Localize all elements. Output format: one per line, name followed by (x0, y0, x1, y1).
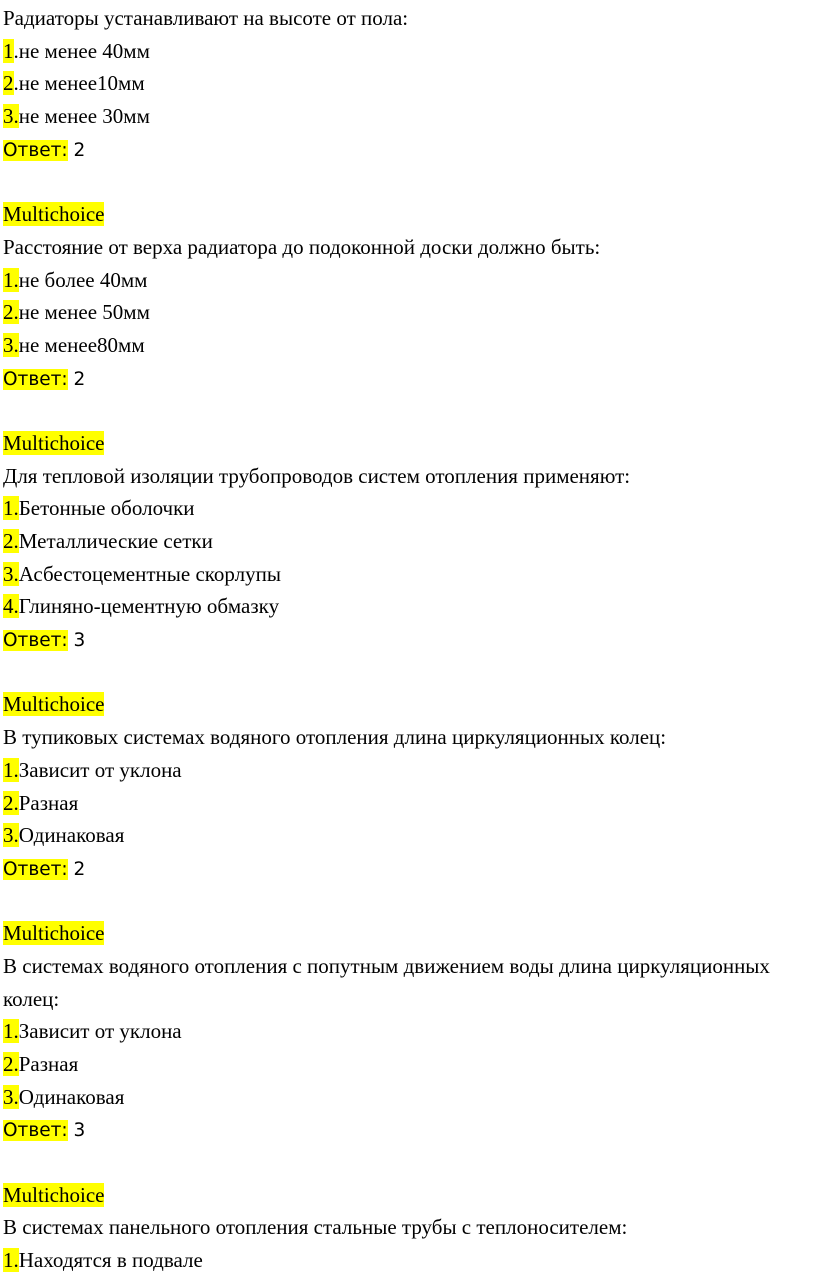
option-item (3, 1244, 813, 1277)
option-text: не менее 40мм (18, 38, 150, 63)
option-text: не менее 30мм (18, 104, 150, 129)
question-text: В тупиковых системах водяного отопления длина циркуляционных колец: (3, 725, 667, 750)
option-text: не менее80мм (18, 332, 145, 357)
option-number: 1 (3, 38, 14, 63)
answer-line (3, 362, 813, 395)
answer-line (3, 1113, 813, 1146)
question-block (3, 198, 813, 394)
option-item (3, 1081, 813, 1114)
option-item (3, 1015, 813, 1048)
spacer (3, 1146, 813, 1179)
spacer (3, 656, 813, 689)
option-text: Одинаковая (18, 823, 125, 848)
option-number: 1. (3, 757, 19, 782)
option-item (3, 558, 813, 591)
option-item (3, 67, 813, 100)
option-number: 2. (3, 300, 19, 325)
answer-value: 3 (67, 1120, 86, 1142)
question-block (3, 917, 813, 1146)
option-number: 1. (3, 1248, 19, 1273)
option-text: Бетонные оболочки (18, 496, 195, 521)
option-item (3, 329, 813, 362)
option-text: Зависит от уклона (18, 1019, 182, 1044)
question-text: Расстояние от верха радиатора до подоконной доски должно быть: (3, 234, 601, 259)
question-type-label: Multichoice (3, 1182, 105, 1207)
option-text: Асбестоцементные скорлупы (18, 561, 281, 586)
option-number: 4. (3, 594, 19, 619)
option-text: Разная (18, 1052, 79, 1077)
option-item (3, 787, 813, 820)
option-item (3, 525, 813, 558)
answer-value: 2 (67, 858, 86, 880)
option-number: 3. (3, 561, 19, 586)
option-item (3, 590, 813, 623)
question-block (3, 2, 813, 165)
answer-label: Ответ: (3, 1120, 68, 1142)
question-type-label: Multichoice (3, 202, 105, 227)
option-number: 3. (3, 823, 19, 848)
option-text: Зависит от уклона (18, 757, 182, 782)
answer-label: Ответ: (3, 139, 68, 161)
option-number: 2. (3, 1052, 19, 1077)
answer-line (3, 133, 813, 166)
spacer (3, 885, 813, 918)
option-separator: . (13, 71, 19, 96)
option-number: 3. (3, 1084, 19, 1109)
answer-line (3, 623, 813, 656)
option-number: 1. (3, 1019, 19, 1044)
spacer (3, 165, 813, 198)
option-item (3, 264, 813, 297)
answer-value: 2 (67, 139, 86, 161)
question-text: Для тепловой изоляции трубопроводов систем отопления применяют: (3, 463, 631, 488)
option-number: 2. (3, 529, 19, 553)
option-text: не менее10мм (18, 71, 145, 96)
question-type-label: Multichoice (3, 430, 105, 455)
option-text: Одинаковая (18, 1084, 125, 1109)
answer-value: 2 (67, 368, 86, 390)
option-separator: . (13, 38, 19, 63)
question-block (3, 427, 813, 656)
question-text: В системах панельного отопления стальные трубы с теплоносителем: (3, 1215, 628, 1240)
option-item (3, 492, 813, 525)
question-type-label: Multichoice (3, 692, 105, 717)
option-item (3, 1048, 813, 1081)
question-text: В системах водяного отопления с попутным движением воды длина циркуляционных колец: (3, 953, 770, 1011)
option-text: Разная (18, 790, 79, 815)
option-item (3, 754, 813, 787)
document-page (3, 2, 813, 1277)
option-text: Находятся в подвале (18, 1248, 203, 1273)
option-number: 1. (3, 267, 19, 292)
spacer (3, 394, 813, 427)
question-type-label: Multichoice (3, 921, 105, 946)
option-text: не более 40мм (18, 267, 148, 292)
option-item (3, 296, 813, 329)
option-number: 3. (3, 332, 19, 357)
answer-value: 3 (67, 630, 86, 652)
option-item (3, 100, 813, 133)
question-block (3, 1179, 813, 1277)
option-text: не менее 50мм (18, 300, 150, 325)
option-text: Глиняно-цементную обмазку (18, 594, 280, 619)
option-number: 2. (3, 790, 19, 815)
question-block (3, 688, 813, 884)
answer-line (3, 852, 813, 885)
answer-label: Ответ: (3, 368, 68, 390)
option-item (3, 819, 813, 852)
answer-label: Ответ: (3, 858, 68, 880)
option-text: Металлические сетки (18, 529, 213, 553)
answer-label: Ответ: (3, 630, 68, 652)
option-number: 2 (3, 71, 14, 96)
option-number: 1. (3, 496, 19, 521)
question-text: Радиаторы устанавливают на высоте от пола: (3, 6, 409, 30)
option-number: 3. (3, 104, 19, 129)
option-item (3, 35, 813, 68)
